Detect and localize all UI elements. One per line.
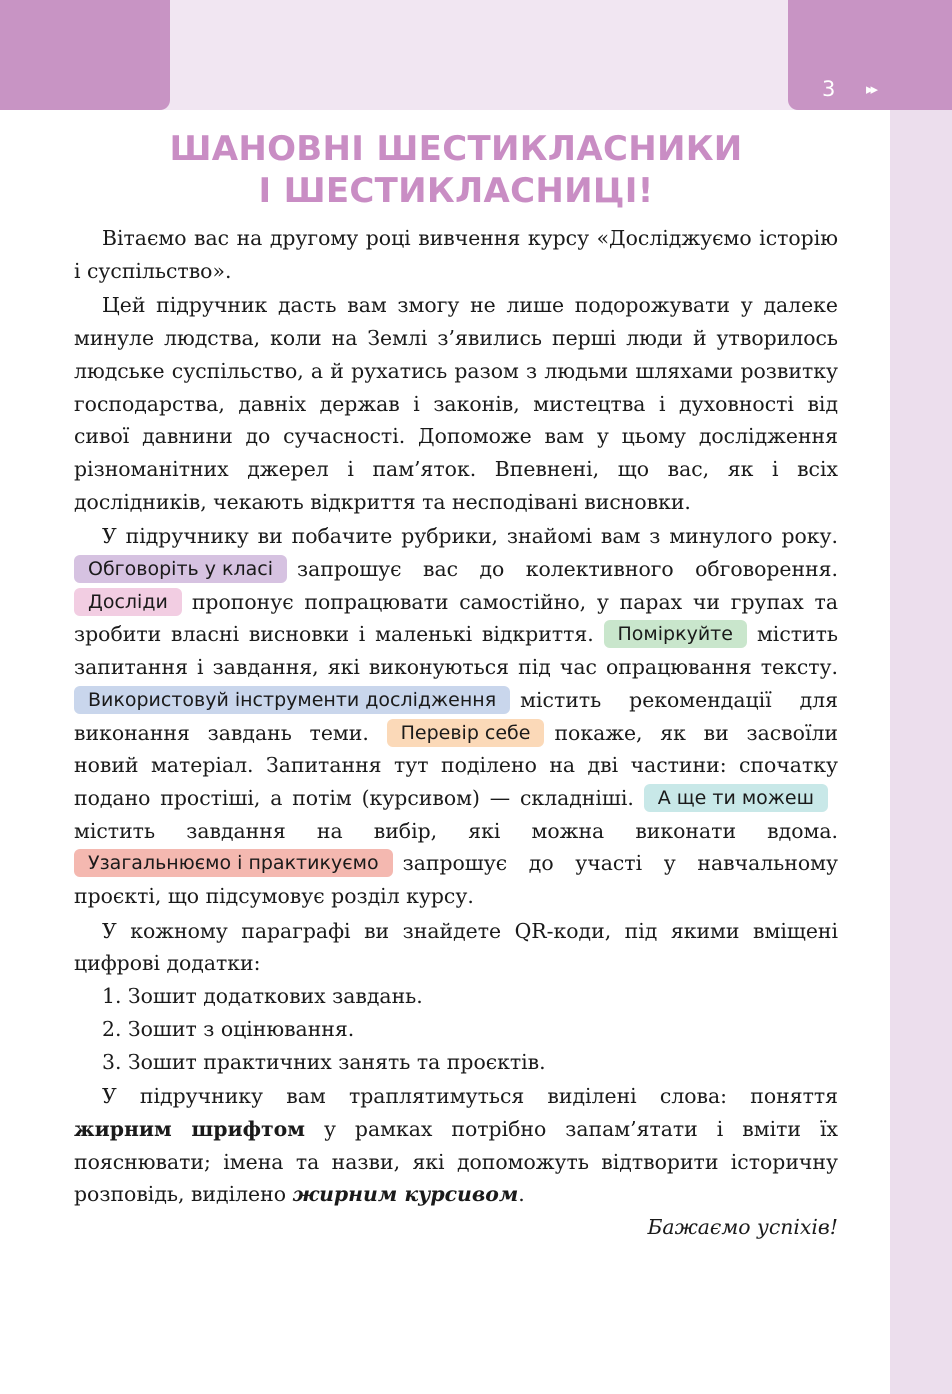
paragraph-rubrics bbox=[74, 520, 838, 912]
signature: Бажаємо успіхів! bbox=[647, 1215, 838, 1240]
rubrics-intro: У підручнику ви побачите рубрики, знайомі вам з минулого року. bbox=[102, 524, 838, 549]
rubric-text-research: пропонує попрацювати самостійно, у парах чи групах та зробити власні висновки і маленькі відкриття. bbox=[74, 589, 838, 647]
page-number: 3 bbox=[822, 77, 836, 101]
rubric-text-more: містить завдання на вибір, які можна виконати вдома. bbox=[74, 818, 838, 843]
body-text bbox=[74, 222, 838, 1244]
title-line-1: ШАНОВНІ ШЕСТИКЛАСНИКИ bbox=[169, 129, 743, 169]
page-title bbox=[74, 128, 838, 212]
highlights-text-b: у рамках потрібно запам’ятати і вміти їх пояснювати; імена та назви, які допоможуть відтворити історичну розповідь, виділено bbox=[74, 1116, 838, 1207]
list-item: 3. Зошит практичних занять та проєктів. bbox=[102, 1049, 546, 1074]
rubric-text-think: містить запитання і завдання, які виконуються під час опрацювання тексту. bbox=[74, 622, 838, 680]
rubric-badge-check: Перевір себе bbox=[387, 719, 545, 747]
list-item: 1. Зошит додаткових завдань. bbox=[102, 984, 423, 1009]
paragraph-qr: У кожному параграфі ви знайдете QR-коди, під якими вміщені цифрові додатки: bbox=[74, 918, 838, 976]
header-tab-left bbox=[0, 0, 170, 110]
title-line-2: І ШЕСТИКЛАСНИЦІ! bbox=[258, 171, 654, 211]
highlights-text-a: У підручнику вам траплятимуться виділені слова: поняття bbox=[102, 1084, 838, 1109]
rubric-badge-research: Досліди bbox=[74, 588, 182, 616]
paragraph-welcome: Вітаємо вас на другому році вивчення курсу «Досліджуємо історію і суспільство». bbox=[74, 226, 838, 283]
side-strip bbox=[890, 110, 952, 1394]
list-item: 2. Зошит з оцінювання. bbox=[102, 1016, 355, 1041]
paragraph-about: Цей підручник дасть вам змогу не лише подорожувати у далеке минуле людства, коли на Землі з’явились перші люди й утворилось людське суспільство, а й рухатись разом з людьми шляхами розвитку господарства, давніх держав і законів, мистецтва і духовності від сивої давнини до сучасності. Допоможе вам у цьому дослідження різноманітних джерел і пам’яток. Впевнені, що вас, як і всіх дослідників, чекають відкриття та несподівані висновки. bbox=[74, 293, 838, 514]
rubric-text-discuss: запрошує вас до колективного обговорення. bbox=[297, 557, 838, 582]
rubric-badge-more: А ще ти можеш bbox=[644, 784, 828, 812]
rubric-badge-summary: Узагальнюємо і практикуємо bbox=[74, 849, 393, 877]
highlights-text-c: . bbox=[518, 1182, 525, 1207]
rubric-badge-tools: Використовуй інструменти дослідження bbox=[74, 686, 510, 714]
rubric-text-check: покаже, як ви засвоїли новий матеріал. Запитання тут поділено на дві частини: спочатку подано простіші, а потім (курсивом) — складніші. bbox=[74, 720, 839, 810]
rubric-text-summary: запрошує до участі у навчальному проєкті, що підсумовує розділ курсу. bbox=[74, 851, 838, 909]
rubric-text-tools: містить рекомендації для виконання завдань теми. bbox=[74, 687, 838, 745]
rubric-badge-think: Поміркуйте bbox=[604, 620, 747, 648]
next-arrows-icon: ▸▸ bbox=[866, 80, 876, 98]
bold-term: жирним шрифтом bbox=[74, 1116, 305, 1141]
rubric-badge-discuss: Обговоріть у класі bbox=[74, 555, 287, 583]
bold-italic-term: жирним курсивом bbox=[292, 1182, 519, 1207]
paragraph-highlights bbox=[74, 1080, 838, 1211]
